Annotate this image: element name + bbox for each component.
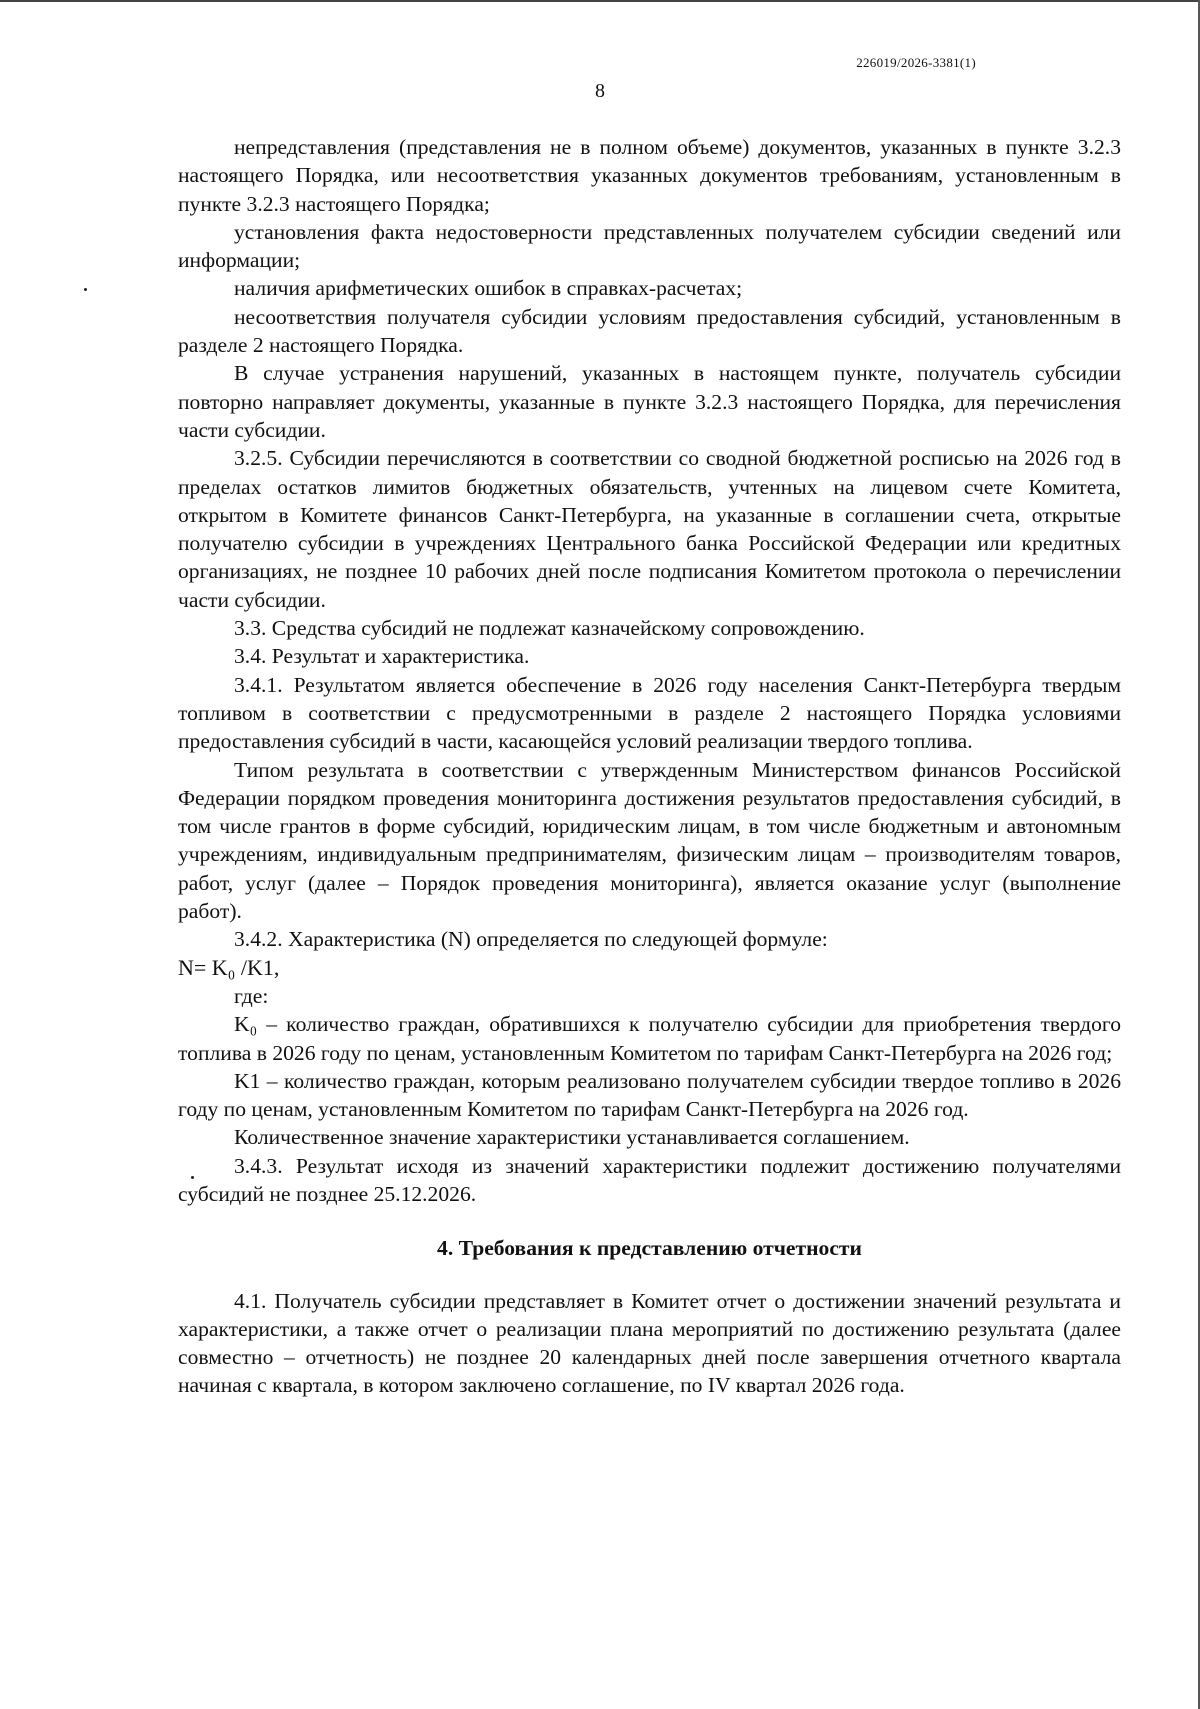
paragraph: 3.4.3. Результат исходя из значений характеристики подлежит достижению получателями субсидий не позднее 25.12.2026. <box>178 1153 1121 1206</box>
scan-top-edge <box>0 0 1200 2</box>
paragraph: Количественное значение характеристики устанавливается соглашением. <box>234 1125 910 1150</box>
section-heading: 4. Требования к представлению отчетности <box>437 1236 862 1261</box>
paragraph: 3.4.1. Результатом является обеспечение в 2026 году населения Санкт-Петербурга твердым топливом в соответствии с предусмотренными в разделе 2 настоящего Порядка условиями предоставления субсидий в части, касающейся условий реализации твердого топлива. <box>178 672 1121 754</box>
document-body <box>178 133 1121 1400</box>
paragraph: 3.4.2. Характеристика (N) определяется по следующей формуле: <box>234 927 828 952</box>
paragraph: Типом результата в соответствии с утвержденным Министерством финансов Российской Федерации порядком проведения мониторинга достижения результатов предоставления субсидий, в том числе грантов в форме субсидий, юридическим лицам, в том числе бюджетным и автономным учреждениям, индивидуальным предпринимателям, физическим лицам – производителям товаров, работ, услуг (далее – Порядок проведения мониторинга), является оказание услуг (выполнение работ). <box>178 757 1121 924</box>
paragraph: несоответствия получателя субсидии условиям предоставления субсидий, установленным в разделе 2 настоящего Порядка. <box>178 304 1121 358</box>
paragraph: 3.4. Результат и характеристика. <box>234 644 530 669</box>
scan-speck <box>84 288 87 291</box>
paragraph: K₀ – количество граждан, обратившихся к получателю субсидии для приобретения твердого топлива в 2026 году по ценам, установленным Комитетом по тарифам Санкт-Петербурга на 2026 год; <box>178 1012 1121 1065</box>
formula: N= K₀ /K1, <box>178 954 280 980</box>
paragraph: наличия арифметических ошибок в справках-расчетах; <box>234 276 743 301</box>
paragraph: K1 – количество граждан, которым реализовано получателем субсидии твердое топливо в 2026 году по ценам, установленным Комитетом по тарифам Санкт-Петербурга на 2026 год. <box>178 1068 1121 1122</box>
paragraph: где: <box>234 983 269 1008</box>
paragraph: 3.2.5. Субсидии перечисляются в соответствии со сводной бюджетной росписью на 2026 год в пределах остатков лимитов бюджетных обязательств, учтенных на лицевом счете Комитета, открытом в Комитете финансов Санкт-Петербурга, на указанные в соглашении счета, открытые получателю субсидии в учреждениях Центрального банка Российской Федерации или кредитных организациях, не позднее 10 рабочих дней после подписания Комитетом протокола о перечислении части субсидии. <box>178 446 1121 612</box>
page-number: 8 <box>595 80 605 102</box>
paragraph: непредставления (представления не в полном объеме) документов, указанных в пункте 3.2.3 настоящего Порядка, или несоответствия указанных документов требованиям, установленным в пункте 3.2.3 настоящего Порядка; <box>178 135 1121 216</box>
paragraph: 3.3. Средства субсидий не подлежат казначейскому сопровождению. <box>234 616 865 641</box>
document-id: 226019/2026-3381(1) <box>856 55 976 70</box>
paragraph: В случае устранения нарушений, указанных в настоящем пункте, получатель субсидии повторно направляет документы, указанные в пункте 3.2.3 настоящего Порядка, для перечисления части субсидии. <box>178 361 1121 442</box>
paragraph: установления факта недостоверности представленных получателем субсидии сведений или информации; <box>178 219 1121 273</box>
paragraph: 4.1. Получатель субсидии представляет в Комитет отчет о достижении значений результата и характеристики, а также отчет о реализации плана мероприятий по достижению результата (далее совместно – отчетность) не позднее 20 календарных дней после завершения отчетного квартала начиная с квартала, в котором заключено соглашение, по IV квартал 2026 года. <box>178 1288 1121 1398</box>
